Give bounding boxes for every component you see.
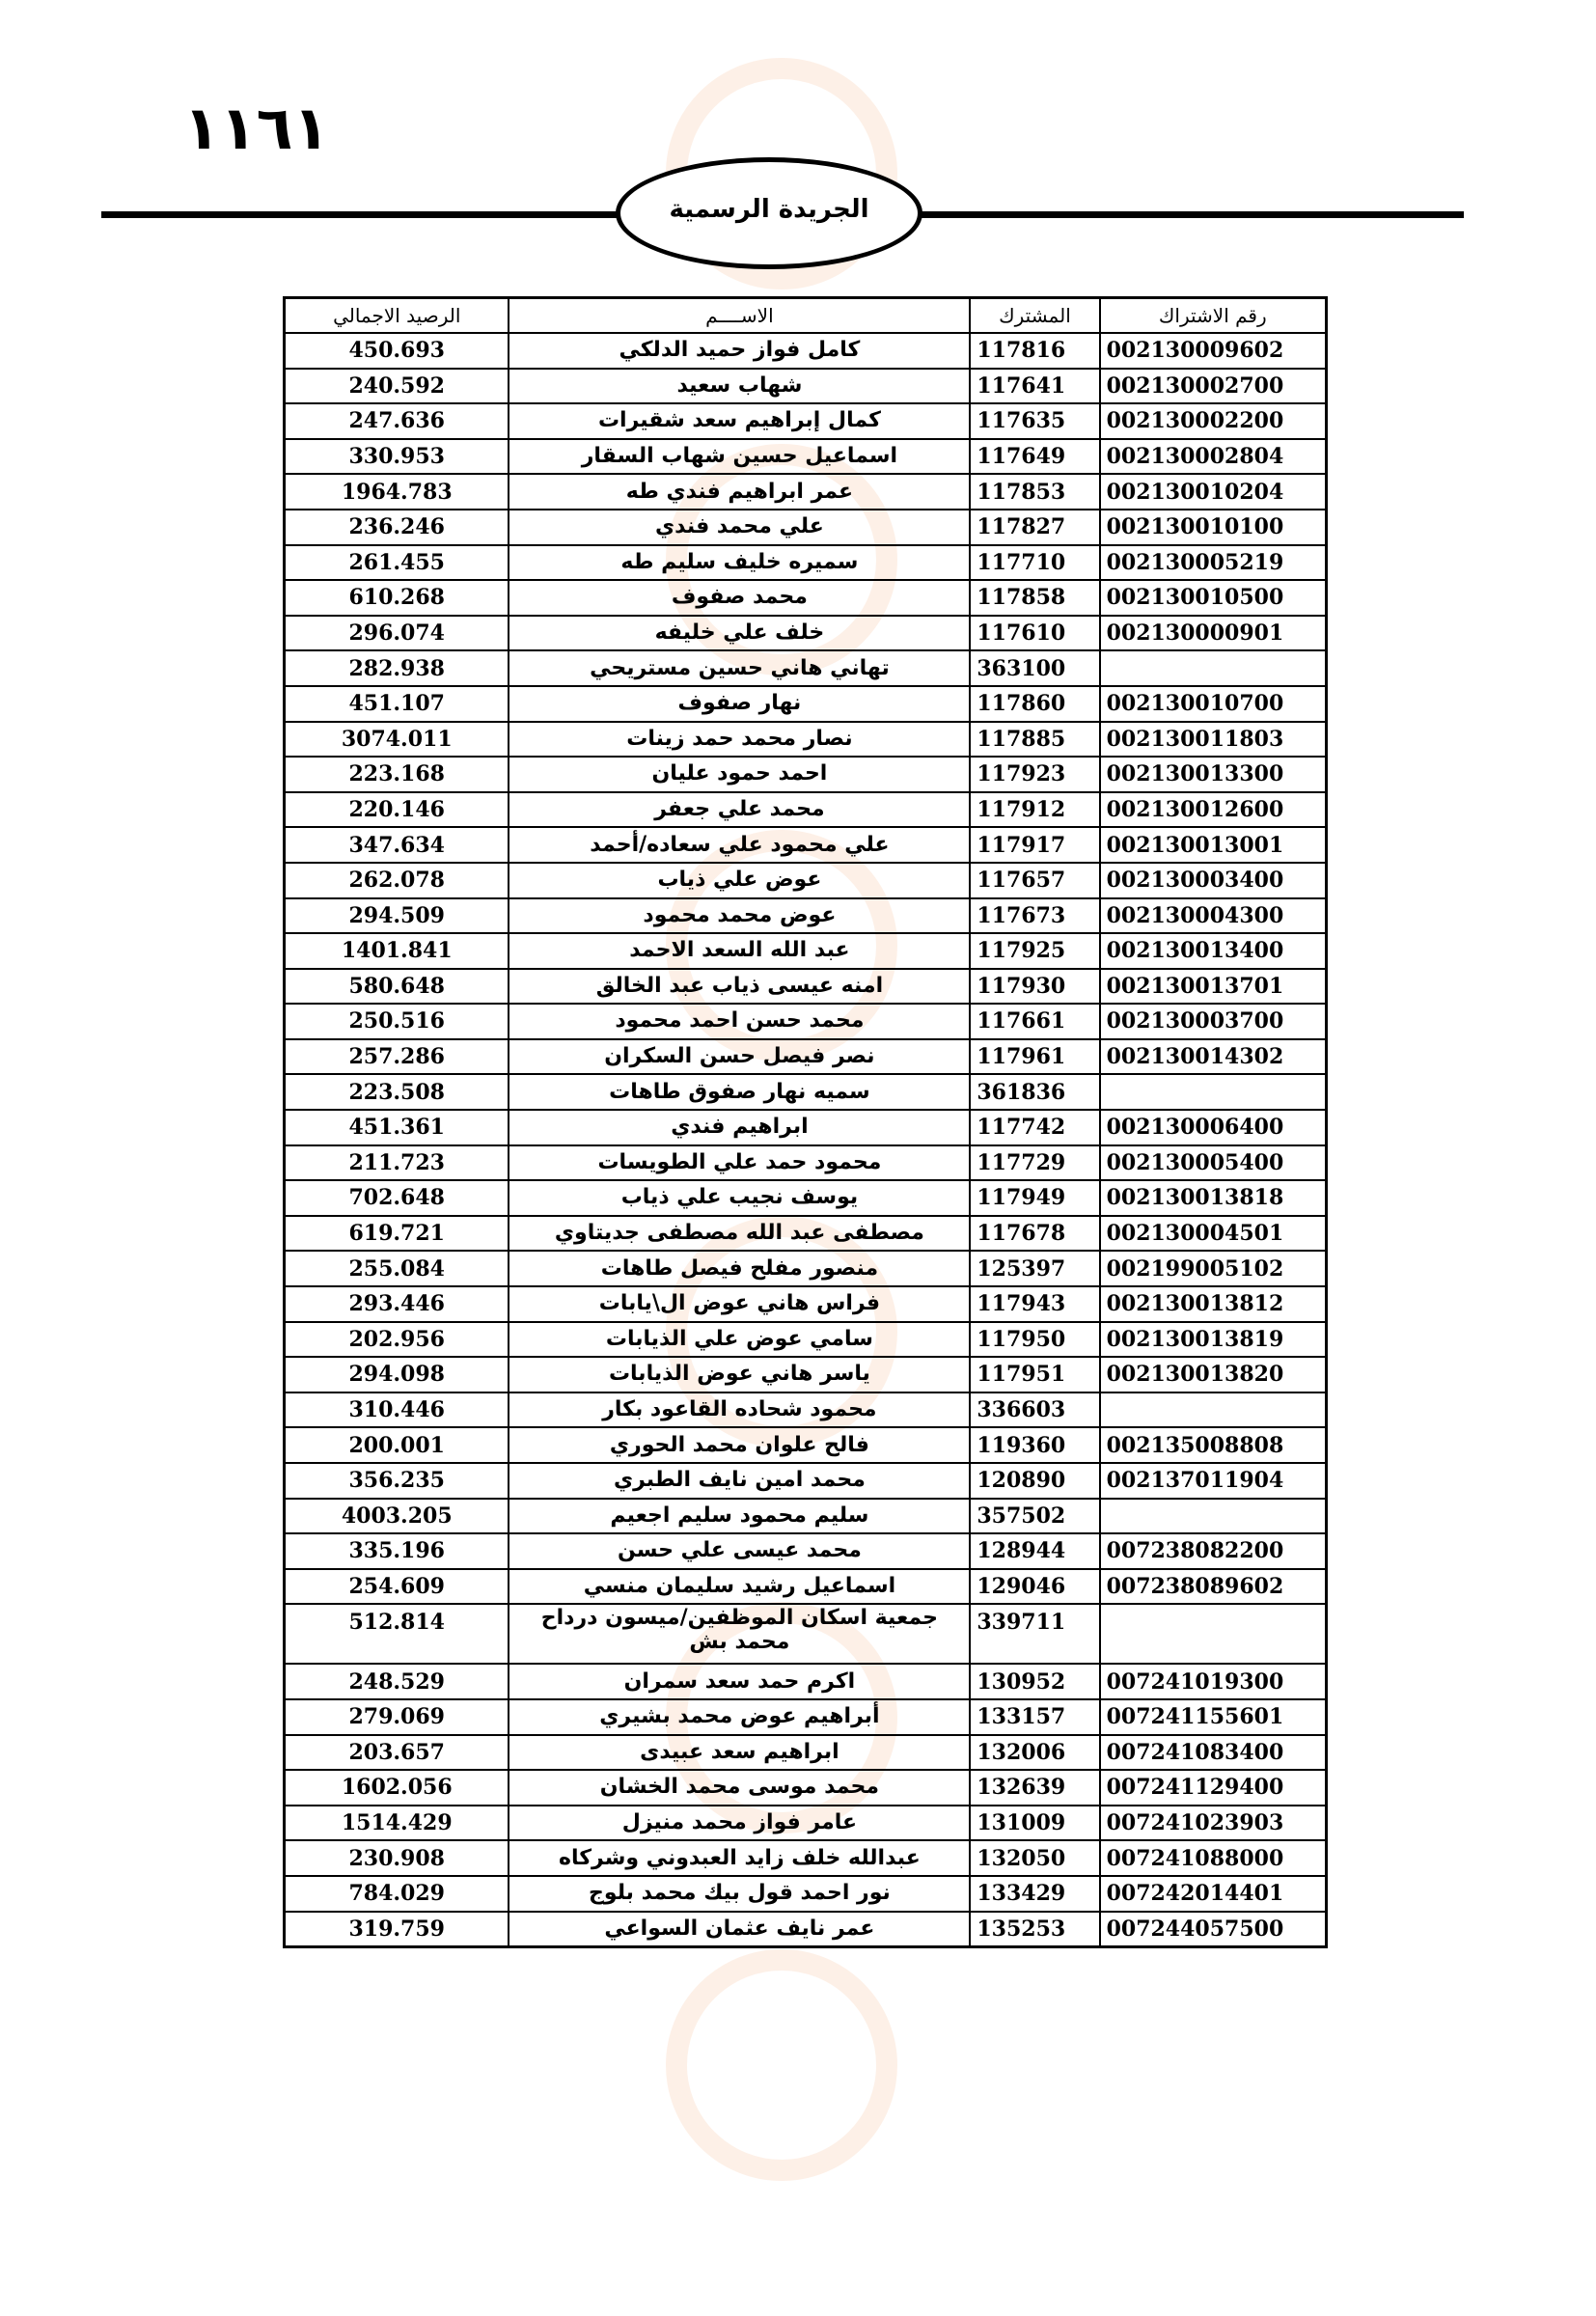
balance-cell: 580.648	[285, 969, 509, 1005]
member-number-cell: 117678	[970, 1216, 1099, 1252]
balance-cell: 784.029	[285, 1876, 509, 1912]
table-row	[285, 686, 1326, 722]
name-cell: عبد الله السعد الاحمد	[509, 933, 970, 969]
balance-cell: 1964.783	[285, 474, 509, 510]
table-row	[285, 792, 1326, 828]
subscription-number-cell: 002130002804	[1100, 439, 1326, 475]
name-cell: محمد عيسى علي حسن	[509, 1533, 970, 1569]
subscription-number-cell	[1100, 1604, 1326, 1664]
balance-cell: 282.938	[285, 650, 509, 686]
subscription-number-cell: 002130005219	[1100, 545, 1326, 581]
name-cell: عامر فواز محمد منيزل	[509, 1806, 970, 1841]
subscription-number-cell	[1100, 1499, 1326, 1534]
balance-cell: 356.235	[285, 1463, 509, 1499]
column-header-balance: الرصيد الاجمالي	[285, 298, 509, 333]
balance-cell: 702.648	[285, 1180, 509, 1216]
table-row	[285, 333, 1326, 369]
subscription-number-cell: 002130002700	[1100, 369, 1326, 404]
name-cell: كمال إبراهيم سعد شقيرات	[509, 403, 970, 439]
table-row	[285, 403, 1326, 439]
member-number-cell: 117923	[970, 757, 1099, 792]
table-row	[285, 474, 1326, 510]
name-cell: نصار محمد حمد زينات	[509, 722, 970, 758]
clock-watermark-icon	[666, 1949, 897, 2181]
table-row	[285, 545, 1326, 581]
name-cell: سميره خليف سليم طه	[509, 545, 970, 581]
balance-cell: 240.592	[285, 369, 509, 404]
member-number-cell: 117853	[970, 474, 1099, 510]
member-number-cell: 117641	[970, 369, 1099, 404]
table-row	[285, 1699, 1326, 1735]
member-number-cell: 117827	[970, 510, 1099, 545]
subscription-number-cell: 002130013820	[1100, 1357, 1326, 1392]
subscription-number-cell: 002135008808	[1100, 1427, 1326, 1463]
balance-cell: 255.084	[285, 1251, 509, 1286]
subscription-number-cell: 002137011904	[1100, 1463, 1326, 1499]
subscription-number-cell: 002130011803	[1100, 722, 1326, 758]
member-number-cell: 117917	[970, 827, 1099, 863]
name-cell: سامي عوض علي الذيابات	[509, 1322, 970, 1358]
table-row	[285, 439, 1326, 475]
member-number-cell: 117949	[970, 1180, 1099, 1216]
table-row	[285, 1604, 1326, 1664]
subscription-number-cell: 007241155601	[1100, 1699, 1326, 1735]
name-cell: تهاني هاني حسين مستريحي	[509, 650, 970, 686]
balance-cell: 1401.841	[285, 933, 509, 969]
name-cell: عوض علي ذياب	[509, 863, 970, 898]
subscription-number-cell: 007241083400	[1100, 1735, 1326, 1771]
member-number-cell: 117912	[970, 792, 1099, 828]
member-number-cell: 133157	[970, 1699, 1099, 1735]
member-number-cell: 128944	[970, 1533, 1099, 1569]
subscription-number-cell: 007241129400	[1100, 1770, 1326, 1806]
balance-cell: 4003.205	[285, 1499, 509, 1534]
name-cell: امنه عيسى ذياب عبد الخالق	[509, 969, 970, 1005]
subscription-number-cell: 002130014302	[1100, 1039, 1326, 1075]
subscription-number-cell: 002130013818	[1100, 1180, 1326, 1216]
table-body	[285, 333, 1326, 1946]
member-number-cell: 117742	[970, 1110, 1099, 1145]
balance-cell: 1514.429	[285, 1806, 509, 1841]
table-row	[285, 1806, 1326, 1841]
name-cell: اسماعيل حسين شهاب السقار	[509, 439, 970, 475]
subscription-number-cell: 002130010100	[1100, 510, 1326, 545]
name-cell: كامل فواز حميد الدلكي	[509, 333, 970, 369]
member-number-cell: 117657	[970, 863, 1099, 898]
balance-cell: 211.723	[285, 1145, 509, 1181]
balance-cell: 3074.011	[285, 722, 509, 758]
name-cell: يوسف نجيب علي ذياب	[509, 1180, 970, 1216]
subscription-number-cell: 002199005102	[1100, 1251, 1326, 1286]
table-row	[285, 1110, 1326, 1145]
subscription-number-cell: 002130003400	[1100, 863, 1326, 898]
name-cell: نور احمد قول بيك محمد بلوج	[509, 1876, 970, 1912]
balance-cell: 294.098	[285, 1357, 509, 1392]
subscription-number-cell: 002130010204	[1100, 474, 1326, 510]
member-number-cell: 132006	[970, 1735, 1099, 1771]
subscription-number-cell: 007241019300	[1100, 1664, 1326, 1699]
member-number-cell: 120890	[970, 1463, 1099, 1499]
name-cell: عمر ابراهيم فندي طه	[509, 474, 970, 510]
balance-cell: 254.609	[285, 1569, 509, 1605]
subscription-number-cell: 002130013001	[1100, 827, 1326, 863]
member-number-cell: 117858	[970, 580, 1099, 616]
watermark-block	[521, 1911, 1061, 2316]
name-cell: علي محمد فندي	[509, 510, 970, 545]
table-row	[285, 1912, 1326, 1947]
balance-cell: 451.361	[285, 1110, 509, 1145]
subscription-number-cell: 002130009602	[1100, 333, 1326, 369]
member-number-cell: 117925	[970, 933, 1099, 969]
name-cell: نهار صفوف	[509, 686, 970, 722]
subscription-number-cell: 002130013300	[1100, 757, 1326, 792]
subscription-number-cell: 007241023903	[1100, 1806, 1326, 1841]
subscription-number-cell: 007244057500	[1100, 1912, 1326, 1947]
table-row	[285, 969, 1326, 1005]
name-cell: محمد علي جعفر	[509, 792, 970, 828]
subscription-number-cell: 007238082200	[1100, 1533, 1326, 1569]
member-number-cell: 119360	[970, 1427, 1099, 1463]
table-row	[285, 1004, 1326, 1039]
subscription-number-cell: 002130013812	[1100, 1286, 1326, 1322]
table-row	[285, 1533, 1326, 1569]
member-number-cell: 117661	[970, 1004, 1099, 1039]
member-number-cell: 117885	[970, 722, 1099, 758]
balance-cell: 230.908	[285, 1840, 509, 1876]
name-cell: ياسر هاني عوض الذيابات	[509, 1357, 970, 1392]
balance-cell: 262.078	[285, 863, 509, 898]
name-cell: اسماعيل رشيد سليمان منسي	[509, 1569, 970, 1605]
name-cell: اكرم حمد سعد سمران	[509, 1664, 970, 1699]
table-row	[285, 1322, 1326, 1358]
member-number-cell: 117950	[970, 1322, 1099, 1358]
name-cell: عوض محمد محمود	[509, 898, 970, 934]
member-number-cell: 130952	[970, 1664, 1099, 1699]
balance-cell: 248.529	[285, 1664, 509, 1699]
balance-cell: 223.168	[285, 757, 509, 792]
table-row	[285, 1145, 1326, 1181]
subscription-number-cell: 002130003700	[1100, 1004, 1326, 1039]
table-row	[285, 1251, 1326, 1286]
balance-cell: 1602.056	[285, 1770, 509, 1806]
member-number-cell: 117951	[970, 1357, 1099, 1392]
balance-cell: 202.956	[285, 1322, 509, 1358]
balances-table	[283, 296, 1328, 1948]
member-number-cell: 135253	[970, 1912, 1099, 1947]
member-number-cell: 361836	[970, 1074, 1099, 1110]
member-number-cell: 357502	[970, 1499, 1099, 1534]
member-number-cell: 336603	[970, 1392, 1099, 1428]
table-row	[285, 1357, 1326, 1392]
subscription-number-cell: 002130004501	[1100, 1216, 1326, 1252]
table-row	[285, 1286, 1326, 1322]
name-cell: عبدالله خلف زايد العبدوني وشركاه	[509, 1840, 970, 1876]
balance-cell: 335.196	[285, 1533, 509, 1569]
table-row	[285, 1569, 1326, 1605]
name-cell: محمد امين نايف الطبري	[509, 1463, 970, 1499]
name-cell: ابراهيم فندي	[509, 1110, 970, 1145]
table-row	[285, 1074, 1326, 1110]
subscription-number-cell: 007242014401	[1100, 1876, 1326, 1912]
balance-cell: 347.634	[285, 827, 509, 863]
balance-cell: 250.516	[285, 1004, 509, 1039]
balance-cell: 293.446	[285, 1286, 509, 1322]
name-cell: خلف علي خليفه	[509, 616, 970, 651]
member-number-cell: 117816	[970, 333, 1099, 369]
table-row	[285, 757, 1326, 792]
name-cell: مصطفى عبد الله مصطفى جديتاوي	[509, 1216, 970, 1252]
table-row	[285, 1735, 1326, 1771]
member-number-cell: 131009	[970, 1806, 1099, 1841]
subscription-number-cell: 002130000901	[1100, 616, 1326, 651]
name-cell: عمر نايف عثمان السواعي	[509, 1912, 970, 1947]
table-row	[285, 1664, 1326, 1699]
header-oval	[616, 157, 922, 269]
subscription-number-cell	[1100, 1074, 1326, 1110]
subscription-number-cell: 002130010500	[1100, 580, 1326, 616]
subscription-number-cell: 002130005400	[1100, 1145, 1326, 1181]
table-row	[285, 650, 1326, 686]
balance-cell: 203.657	[285, 1735, 509, 1771]
name-cell: محمد موسى محمد الخشان	[509, 1770, 970, 1806]
member-number-cell: 117673	[970, 898, 1099, 934]
balance-cell: 279.069	[285, 1699, 509, 1735]
member-number-cell: 117635	[970, 403, 1099, 439]
balance-cell: 330.953	[285, 439, 509, 475]
table-row	[285, 1427, 1326, 1463]
balance-cell: 610.268	[285, 580, 509, 616]
balance-cell: 512.814	[285, 1604, 509, 1664]
column-header-member: المشترك	[970, 298, 1099, 333]
balance-cell: 294.509	[285, 898, 509, 934]
subscription-number-cell: 002130013701	[1100, 969, 1326, 1005]
member-number-cell: 117943	[970, 1286, 1099, 1322]
balance-cell: 236.246	[285, 510, 509, 545]
member-number-cell: 117729	[970, 1145, 1099, 1181]
balance-cell: 257.286	[285, 1039, 509, 1075]
balance-cell: 296.074	[285, 616, 509, 651]
member-number-cell: 117961	[970, 1039, 1099, 1075]
member-number-cell: 117710	[970, 545, 1099, 581]
member-number-cell: 117610	[970, 616, 1099, 651]
table-row	[285, 722, 1326, 758]
table-row	[285, 1180, 1326, 1216]
balance-cell: 261.455	[285, 545, 509, 581]
balance-cell: 619.721	[285, 1216, 509, 1252]
subscription-number-cell: 002130010700	[1100, 686, 1326, 722]
name-cell: محمد حسن احمد محمود	[509, 1004, 970, 1039]
name-cell: ابراهيم سعد عبيدى	[509, 1735, 970, 1771]
name-cell: محمود حمد علي الطويسات	[509, 1145, 970, 1181]
table-row	[285, 510, 1326, 545]
subscription-number-cell: 007238089602	[1100, 1569, 1326, 1605]
table-row	[285, 898, 1326, 934]
name-cell: فراس هاني عوض ال\يابات	[509, 1286, 970, 1322]
balance-cell: 247.636	[285, 403, 509, 439]
table-header-row	[285, 298, 1326, 333]
name-cell: نصر فيصل حسن السكران	[509, 1039, 970, 1075]
table-row	[285, 1876, 1326, 1912]
balance-cell: 319.759	[285, 1912, 509, 1947]
table-row	[285, 1499, 1326, 1534]
balance-cell: 223.508	[285, 1074, 509, 1110]
member-number-cell: 339711	[970, 1604, 1099, 1664]
subscription-number-cell: 002130012600	[1100, 792, 1326, 828]
table-row	[285, 1216, 1326, 1252]
subscription-number-cell: 007241088000	[1100, 1840, 1326, 1876]
column-header-subscription: رقم الاشتراك	[1100, 298, 1326, 333]
member-number-cell: 125397	[970, 1251, 1099, 1286]
balance-cell: 451.107	[285, 686, 509, 722]
table-row	[285, 1770, 1326, 1806]
balance-cell: 200.001	[285, 1427, 509, 1463]
table-row	[285, 369, 1326, 404]
name-cell: أبراهيم عوض محمد بشيري	[509, 1699, 970, 1735]
subscription-number-cell: 002130004300	[1100, 898, 1326, 934]
member-number-cell: 117860	[970, 686, 1099, 722]
name-cell: محمد صفوف	[509, 580, 970, 616]
table-row	[285, 827, 1326, 863]
table-row	[285, 616, 1326, 651]
subscription-number-cell: 002130013400	[1100, 933, 1326, 969]
subscription-number-cell	[1100, 650, 1326, 686]
member-number-cell: 363100	[970, 650, 1099, 686]
member-number-cell: 117649	[970, 439, 1099, 475]
table-row	[285, 863, 1326, 898]
name-cell: جمعية اسكان الموظفين/ميسون درداح محمد بش	[509, 1604, 970, 1664]
subscription-number-cell: 002130006400	[1100, 1110, 1326, 1145]
balance-cell: 450.693	[285, 333, 509, 369]
member-number-cell: 117930	[970, 969, 1099, 1005]
name-cell: منصور مفلح فيصل طاهات	[509, 1251, 970, 1286]
balance-cell: 310.446	[285, 1392, 509, 1428]
name-cell: علي محمود علي سعاده/أحمد	[509, 827, 970, 863]
gazette-title: الجريدة الرسمية	[669, 195, 869, 224]
table-row	[285, 1463, 1326, 1499]
table-row	[285, 1392, 1326, 1428]
member-number-cell: 132639	[970, 1770, 1099, 1806]
page-number: ١١٦١	[183, 93, 330, 163]
balance-cell: 220.146	[285, 792, 509, 828]
member-number-cell: 129046	[970, 1569, 1099, 1605]
subscription-number-cell	[1100, 1392, 1326, 1428]
column-header-name: الاســــم	[509, 298, 970, 333]
name-cell: سميه نهار صفوق طاهات	[509, 1074, 970, 1110]
subscription-number-cell: 002130013819	[1100, 1322, 1326, 1358]
subscription-number-cell: 002130002200	[1100, 403, 1326, 439]
name-cell: محمود شحاده القاعود بكار	[509, 1392, 970, 1428]
member-number-cell: 133429	[970, 1876, 1099, 1912]
member-number-cell: 132050	[970, 1840, 1099, 1876]
table-row	[285, 933, 1326, 969]
name-cell: شهاب سعيد	[509, 369, 970, 404]
table-row	[285, 1840, 1326, 1876]
table-row	[285, 1039, 1326, 1075]
table-row	[285, 580, 1326, 616]
name-cell: احمد حمود عليان	[509, 757, 970, 792]
name-cell: سليم محمود سليم اجعيم	[509, 1499, 970, 1534]
name-cell: فالح علوان محمد الحوري	[509, 1427, 970, 1463]
